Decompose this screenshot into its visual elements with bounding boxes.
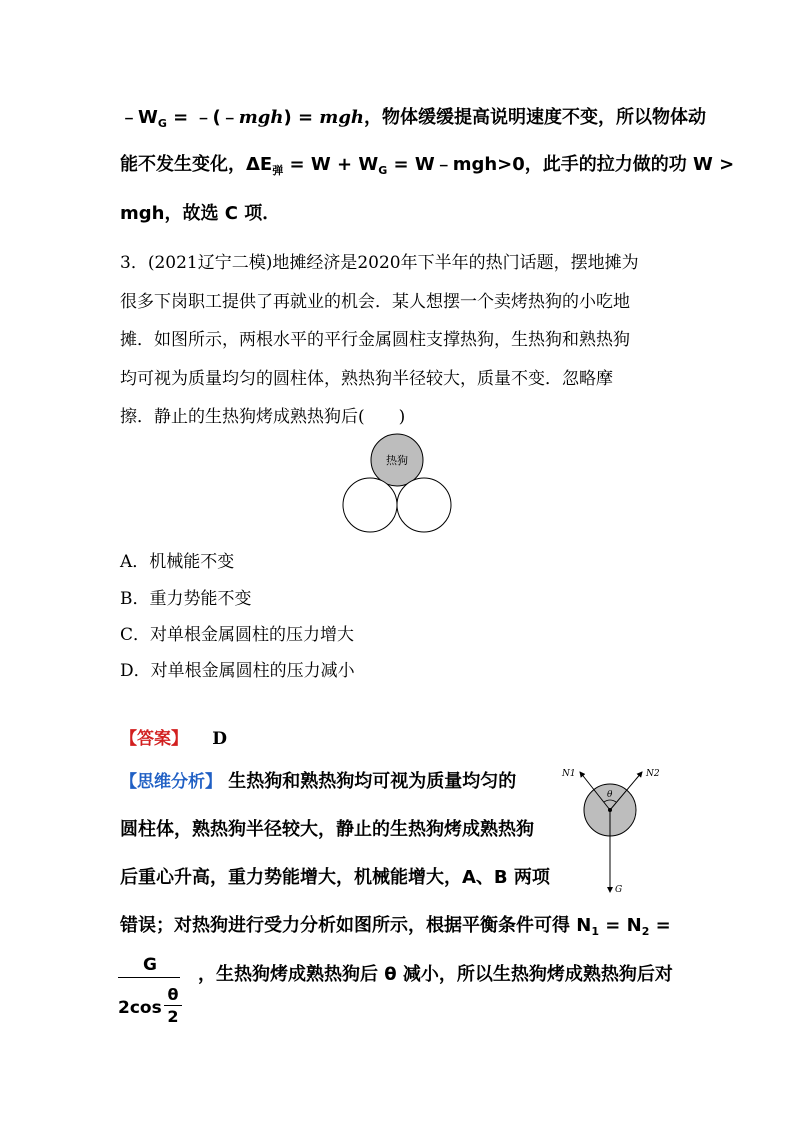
question-line-1: 3．(2021辽宁二模)地摊经济是2020年下半年的热门话题，摆地摊为 (120, 253, 639, 273)
label-n2: N2 (646, 769, 660, 779)
metal-cylinder-right (397, 478, 451, 532)
theta-half-fraction: θ 2 (164, 985, 182, 1026)
answer-line (120, 724, 227, 749)
question-line-2: 很多下岗职工提供了再就业的机会．某人想摆一个卖烤热狗的小吃地 (120, 292, 630, 312)
option-d: D．对单根金属圆柱的压力减小 (120, 661, 355, 681)
label-n1: N1 (562, 769, 576, 779)
option-c: C．对单根金属圆柱的压力增大 (120, 625, 355, 645)
fraction-numerator: G (118, 955, 182, 977)
prev-solution-line-3: mgh，故选 C 项． (120, 203, 281, 224)
prev-solution-line-1: $﹣W_G$ = ﹣(﹣mgh) = mgh，物体缓缓提高说明速度不变，所以物体动 (120, 107, 707, 130)
option-a: A．机械能不变 (120, 552, 235, 572)
label-g: G (615, 885, 623, 895)
force-diagram (560, 760, 670, 900)
analysis-line-5: ，生热狗烤成熟热狗后 θ 减小，所以生热狗烤成熟热狗后对 (198, 964, 673, 985)
analysis-line-1: 【思维分析】 生热狗和熟热狗均可视为质量均匀的 (120, 771, 517, 792)
label-theta: θ (607, 790, 613, 800)
analysis-line-4: 错误；对热狗进行受力分析如图所示，根据平衡条件可得 $N_1 = N_2$ = (120, 915, 671, 938)
analysis-line-3: 后重心升高，重力势能增大，机械能增大，A、B 两项 (120, 867, 550, 888)
question-line-3: 摊．如图所示，两根水平的平行金属圆柱支撑热狗，生热狗和熟热狗 (120, 330, 630, 350)
question-line-5: 擦．静止的生热狗烤成熟热狗后( ) (120, 407, 406, 427)
answer-value: D (212, 729, 227, 749)
metal-cylinder-left (343, 478, 397, 532)
option-b: B．重力势能不变 (120, 589, 252, 609)
analysis-label: 【思维分析】 (120, 772, 222, 792)
fraction-denominator: 2cos (118, 998, 162, 1018)
hotdog-label: 热狗 (386, 454, 408, 467)
prev-solution-line-2: 能不发生变化，$\Delta E_弹 = W + W_G$ = W﹣mgh>0，此手的拉力做的功 W > (120, 154, 735, 177)
hotdog-figure (340, 430, 455, 535)
answer-label: 【答案】 (120, 729, 188, 749)
question-line-4: 均可视为质量均匀的圆柱体，熟热狗半径较大，质量不变．忽略摩 (120, 369, 613, 389)
analysis-line-2: 圆柱体，熟热狗半径较大，静止的生热狗烤成熟热狗 (120, 819, 534, 840)
